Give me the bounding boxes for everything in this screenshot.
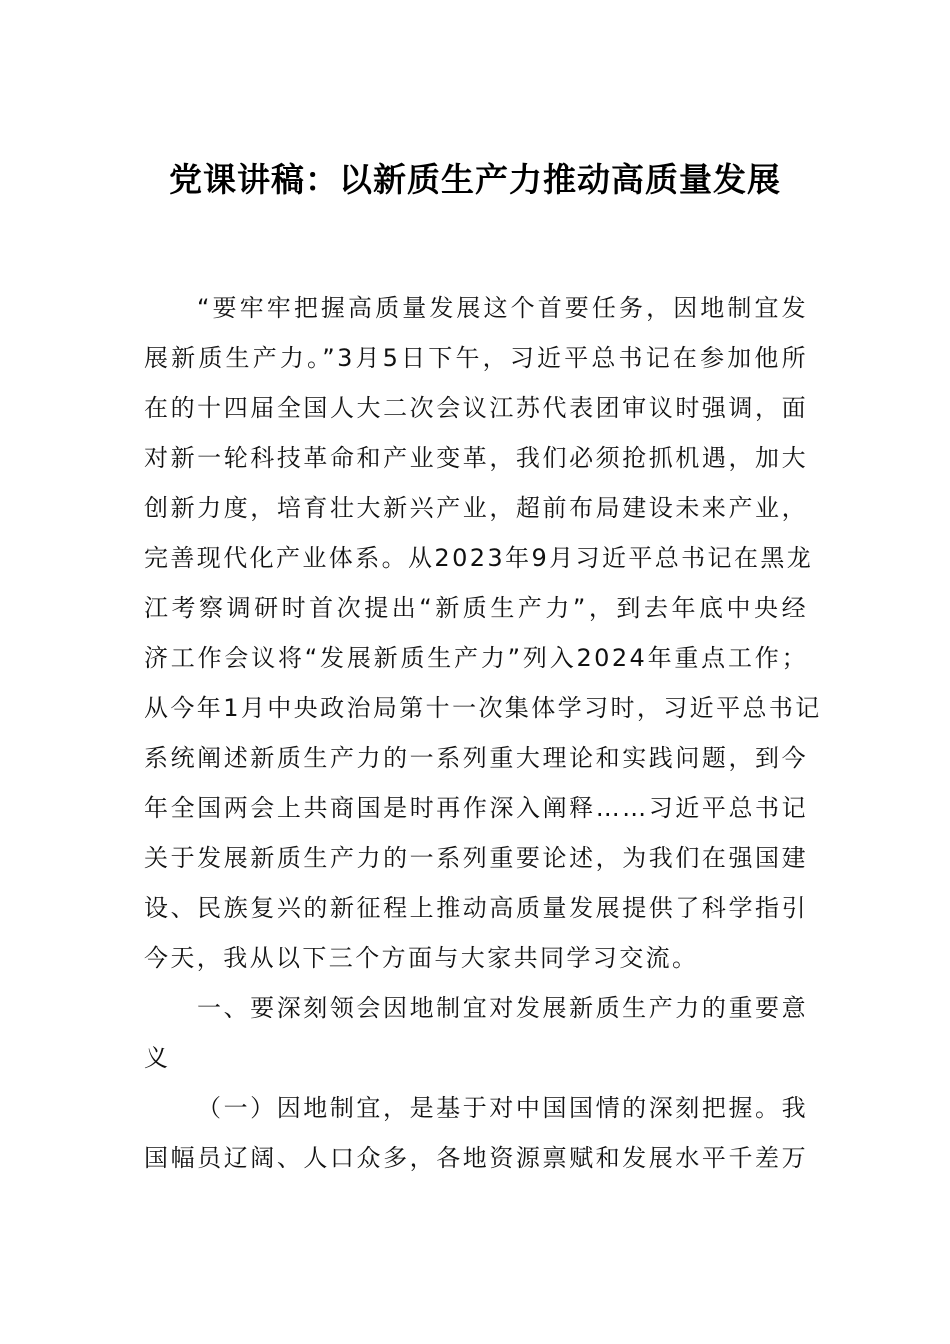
text-line: 完善现代化产业体系。从2023年9月习近平总书记在黑龙 (144, 544, 814, 572)
text-line: 今天，我从以下三个方面与大家共同学习交流。 (144, 944, 699, 972)
text-line: 从今年1月中央政治局第十一次集体学习时，习近平总书记 (144, 694, 822, 722)
text-line: （一）因地制宜，是基于对中国国情的深刻把握。我 (197, 1094, 808, 1122)
text-line: 江考察调研时首次提出“新质生产力”，到去年底中央经 (144, 594, 808, 622)
text-line: 济工作会议将“发展新质生产力”列入2024年重点工作； (144, 644, 808, 672)
text-line: 义 (144, 1044, 171, 1072)
text-line: 对新一轮科技革命和产业变革，我们必须抢抓机遇，加大 (144, 444, 808, 472)
text-line: 一、要深刻领会因地制宜对发展新质生产力的重要意 (197, 994, 808, 1022)
document-title: 党课讲稿：以新质生产力推动高质量发展 (169, 160, 781, 199)
document-body (144, 288, 822, 1188)
paragraph-section-1-1 (144, 1088, 808, 1188)
text-line: 展新质生产力。”3月5日下午，习近平总书记在参加他所 (144, 344, 808, 372)
text-line: 设、民族复兴的新征程上推动高质量发展提供了科学指引 (144, 894, 808, 922)
section-heading-1 (144, 988, 808, 1088)
text-line: 国幅员辽阔、人口众多，各地资源禀赋和发展水平千差万 (144, 1144, 808, 1172)
text-line: 年全国两会上共商国是时再作深入阐释……习近平总书记 (144, 794, 808, 822)
text-line: 在的十四届全国人大二次会议江苏代表团审议时强调，面 (144, 394, 808, 422)
text-line: 关于发展新质生产力的一系列重要论述，为我们在强国建 (144, 844, 808, 872)
text-line: 创新力度，培育壮大新兴产业，超前布局建设未来产业， (144, 494, 808, 522)
text-line: “要牢牢把握高质量发展这个首要任务，因地制宜发 (197, 294, 808, 322)
text-line: 系统阐述新质生产力的一系列重大理论和实践问题，到今 (144, 744, 808, 772)
paragraph-intro (144, 288, 822, 988)
